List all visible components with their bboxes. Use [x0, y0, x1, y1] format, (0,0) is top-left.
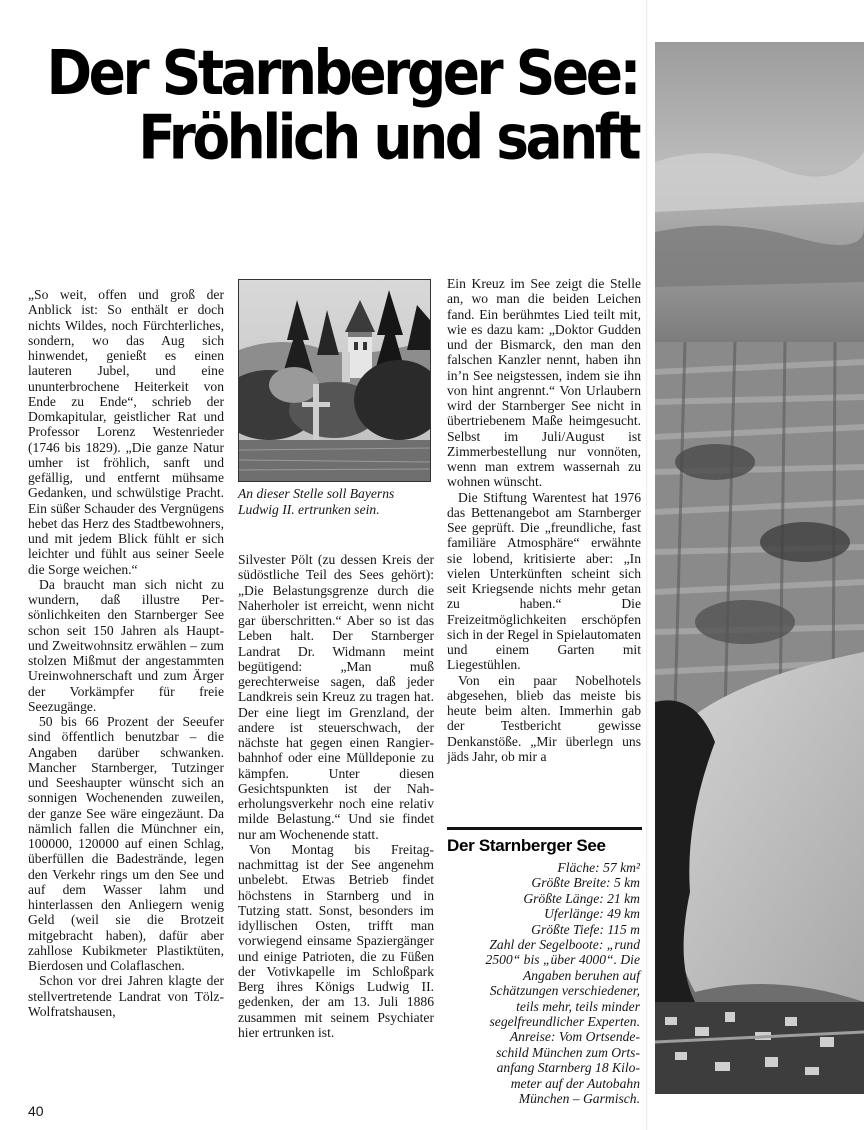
fact-line: Größte Tiefe: 115 m: [531, 921, 640, 937]
fact-line: anfang Starnberg 18 Kilo-: [496, 1060, 640, 1076]
paragraph: Silvester Pölt (zu dessen Kreis der südöstliche Teil des Sees gehört): „Die Belastungsgrenze durch die Naherholer ist erreicht, wenn nicht gar überschritten.“ Aber so ist das Leben halt. Der Starnberger Landrat Dr. Widmann meint begütigend: „Man muß gerechterweise sagen, daß jeder Landkreis sein Kreuz zu tragen hat. Der eine liegt im Grenzland, der andere ist steuerschwach, der nächste hat gegen einen Rangierbahnhof oder eine Mülldeponie zu kämpfen. Unter diesen Gesichtspunkten ist der Naherholungsverkehr noch eine relativ milde Belastung.“ Und sie findet nur am Wochenende statt.: [238, 552, 434, 842]
fact-line: meter auf der Autobahn: [510, 1075, 640, 1091]
page-number: 40: [28, 1103, 44, 1119]
fact-box-lines: [445, 860, 640, 1107]
chapel-cross-illustration: [239, 280, 430, 481]
fact-line: schild München zum Orts-: [496, 1044, 640, 1060]
photo-caption: An dieser Stelle soll Bayerns Ludwig II. ertrunken sein.: [238, 486, 395, 517]
fact-line: München – Garmisch.: [518, 1091, 640, 1107]
fact-line: Schätzungen verschiedener,: [489, 983, 640, 999]
headline-line-1: Der Starnberger See:: [46, 36, 638, 109]
fact-line: Zahl der Segelboote: „rund: [489, 937, 640, 953]
fact-line: teils mehr, teils minder: [516, 998, 640, 1014]
fact-line: Fläche: 57 km²: [557, 860, 640, 875]
paragraph: 50 bis 66 Prozent der Seeufer sind öffentlich benutzbar – die Angaben darüber schwanken. Mancher Starnberger, Tutzinger und Seeshaupter wünscht sich an sonnigen Wochenenden zuweilen, der ganze See wäre eingezäunt. Da nämlich fallen die Münchner ein, 100000, 120000 auf einen Schlag, überfüllen die Badestrände, legen den Verkehr rings um den See und auf dem Wasser lahm und hinterlassen den Anliegern wenig Geld (weil sie die Brotzeit mitgebracht haben), dafür aber zahllose Kubikmeter Plastiktüten, Bierdosen und Colaflaschen.: [28, 714, 224, 973]
fact-line: Größte Länge: 21 km: [523, 890, 640, 906]
paragraph: Die Stiftung Warentest hat 1976 das Bettenangebot am Starnberger See geprüft. Die „freundliche, fast familiäre Atmosphäre“ erwähnte sie lobend, kritisierte aber: „In vielen Unterkünften scheint sich seit Kriegsende nichts mehr getan zu haben.“ Die Freizeitmöglichkeiten erschöpfen sich in der Regel in Spielautomaten und einem Garten mit Liegestühlen.: [447, 489, 641, 673]
article-column-3: [447, 276, 641, 816]
paragraph: Ein Kreuz im See zeigt die Stelle an, wo man die beiden Leichen fand. Ein berühmtes Lied teilt mit, wie es dazu kam: „Doktor Gudden und der Bismarck, den man den falschen Kanzler nennt, haben ihn in’n See neigstessen, indem sie ihn von hint angrennt.“ Von Urlaubern wird der Starnberger See nicht in übertriebenem Maße heimgesucht. Selbst im Juli/August ist Zimmerbestellung nur vonnöten, wenn man extrem wassernah zu wohnen wünscht.: [447, 276, 641, 490]
paragraph: Von ein paar Nobelhotels abgesehen, blieb das meiste bis heute beim alten. Immerhin gab der Testbericht gewisse Denkanstöße. „Mir überlegn uns jäds Jahr, ob mir a: [447, 672, 641, 764]
fact-line: segelfreundlicher Experten.: [489, 1014, 640, 1030]
paragraph: Da braucht man sich nicht zu wundern, daß illustre Persönlichkeiten den Starnberger See schon seit 150 Jahren als Haupt- und Zweitwohnsitz erwählen – zum stolzen Mißmut der angestammten Ureinwohnerschaft und zum Ärger der Vorkämpfer für freie Seezugänge.: [28, 576, 224, 714]
article-column-2: [238, 552, 434, 1092]
fact-box-title: Der Starnberger See: [447, 836, 606, 855]
fact-line: Größte Breite: 5 km: [531, 875, 640, 891]
headline: [26, 36, 638, 174]
paragraph: Schon vor drei Jahren klagte der stellvertretende Landrat von Tölz-Wolfratshausen,: [28, 973, 224, 1019]
fact-line: Anreise: Vom Ortsende-: [509, 1029, 640, 1045]
chapel-cross-photo: [238, 279, 431, 482]
fact-line: Angaben beruhen auf: [522, 967, 640, 983]
page-crease: [646, 0, 648, 1130]
paragraph: Von Montag bis Freitagnachmittag ist der See angenehm unbelebt. Etwas Betrieb findet höchstens in Starnberg und in Tutzing statt. Sonst, besonders im idyllischen Osten, trifft man vorwiegend einsame Spaziergänger und einige Patrioten, die zu Füßen der Votivkapelle im Schloßpark Berg ihres Königs Ludwig II. gedenken, der am 13. Juli 1886 zusammen mit seinem Psychiater hier ertrunken ist.: [238, 841, 434, 1040]
headline-line-2: Fröhlich und sanft: [138, 101, 638, 174]
article-column-1: [28, 287, 224, 1099]
aerial-lake-illustration: [655, 42, 864, 1094]
fact-box: [447, 827, 642, 1107]
fact-line: 2500“ bis „über 4000“. Die: [485, 952, 640, 968]
paragraph: „So weit, offen und groß der Anblick ist: So enthält er doch nichts Wildes, noch Fürchterliches, sondern, wo das Aug sich hinwendet, genießt es einen lauteren Jubel, und eine ununterbrochene Heiterkeit von Ende zu Ende“, schrieb der Domkapitular, geistlicher Rat und Professor Lorenz Westenrieder (1746 bis 1829). „Die ganze Natur umher ist fröhlich, sanft und gefällig, und entfernt mühsame Gedanken, und schwülstige Pracht. Ein süßer Schauder des Vergnügens hebet das Herz des Stadtbewohners, und mit jedem Blick fühlt er sich leichter und fühlt aus seiner Seele die Sorge weichen.“: [28, 287, 224, 577]
aerial-lake-photo: [655, 42, 864, 1094]
fact-line: Uferlänge: 49 km: [544, 906, 640, 922]
